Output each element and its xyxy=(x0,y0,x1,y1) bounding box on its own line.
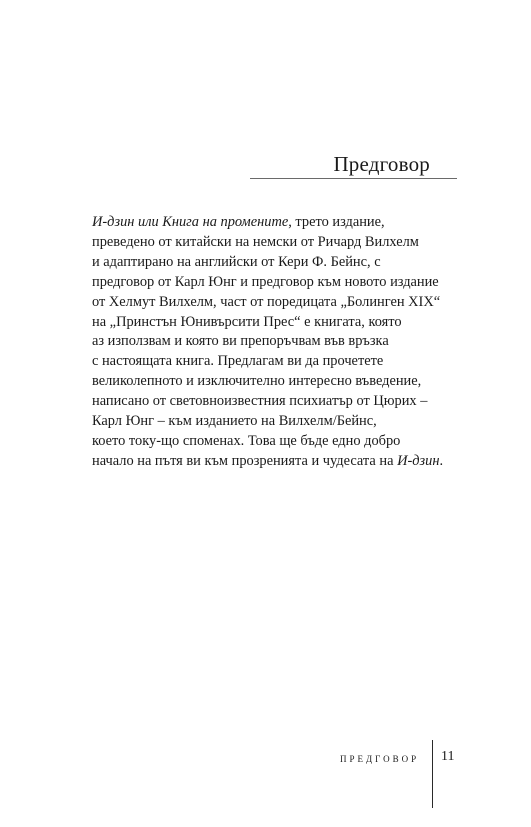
text-run: преведено от китайски на немски от Ричард Вилхелм xyxy=(92,233,419,250)
running-head: ПРЕДГОВОР xyxy=(340,754,420,764)
text-run: написано от световноизвестния психиатър от Цюрих – xyxy=(92,393,428,410)
paragraph-line xyxy=(92,213,442,233)
text-run: начало на пътя ви към прозренията и чудесата на xyxy=(92,452,398,469)
text-run: на „Принстън Юнивърсити Прес“ е книгата, която xyxy=(92,313,402,330)
paragraph-line xyxy=(92,412,442,432)
text-run: и адаптирано на английски от Кери Ф. Бейнс, с xyxy=(92,253,381,270)
paragraph-line xyxy=(92,253,442,273)
chapter-heading xyxy=(250,150,457,178)
paragraph-line xyxy=(92,392,442,412)
footer-divider xyxy=(432,740,433,808)
page-number: 11 xyxy=(441,749,455,764)
text-run: Карл Юнг – към изданието на Вилхелм/Бейнс, xyxy=(92,413,377,430)
chapter-title: Предговор xyxy=(333,152,430,176)
paragraph-line xyxy=(92,432,442,452)
italic-text: И-дзин или Книга на промените xyxy=(92,214,289,230)
paragraph-line xyxy=(92,352,442,372)
text-run: великолепното и изключително интересно въведение, xyxy=(92,373,422,390)
paragraph-line xyxy=(92,372,442,392)
text-run: от Хелмут Вилхелм, част от поредицата „Болинген XIX“ xyxy=(92,293,441,310)
paragraph-line xyxy=(92,332,442,352)
text-run: . xyxy=(439,452,444,469)
paragraph-line xyxy=(92,452,442,472)
paragraph-line xyxy=(92,233,442,253)
italic-text: И-дзин xyxy=(397,452,440,469)
paragraph-line xyxy=(92,273,442,293)
text-run: предговор от Карл Юнг и предговор към новото издание xyxy=(92,273,439,290)
body-paragraph xyxy=(92,213,442,472)
text-run: което току-що споменах. Това ще бъде едно добро xyxy=(92,432,401,449)
text-run: , трето издание, xyxy=(288,214,385,230)
paragraph-line xyxy=(92,313,442,333)
paragraph-line xyxy=(92,293,442,313)
text-run: аз използвам и която ви препоръчвам във връзка xyxy=(92,333,389,350)
text-run: с настоящата книга. Предлагам ви да прочетете xyxy=(92,353,384,370)
heading-underline xyxy=(250,178,457,179)
